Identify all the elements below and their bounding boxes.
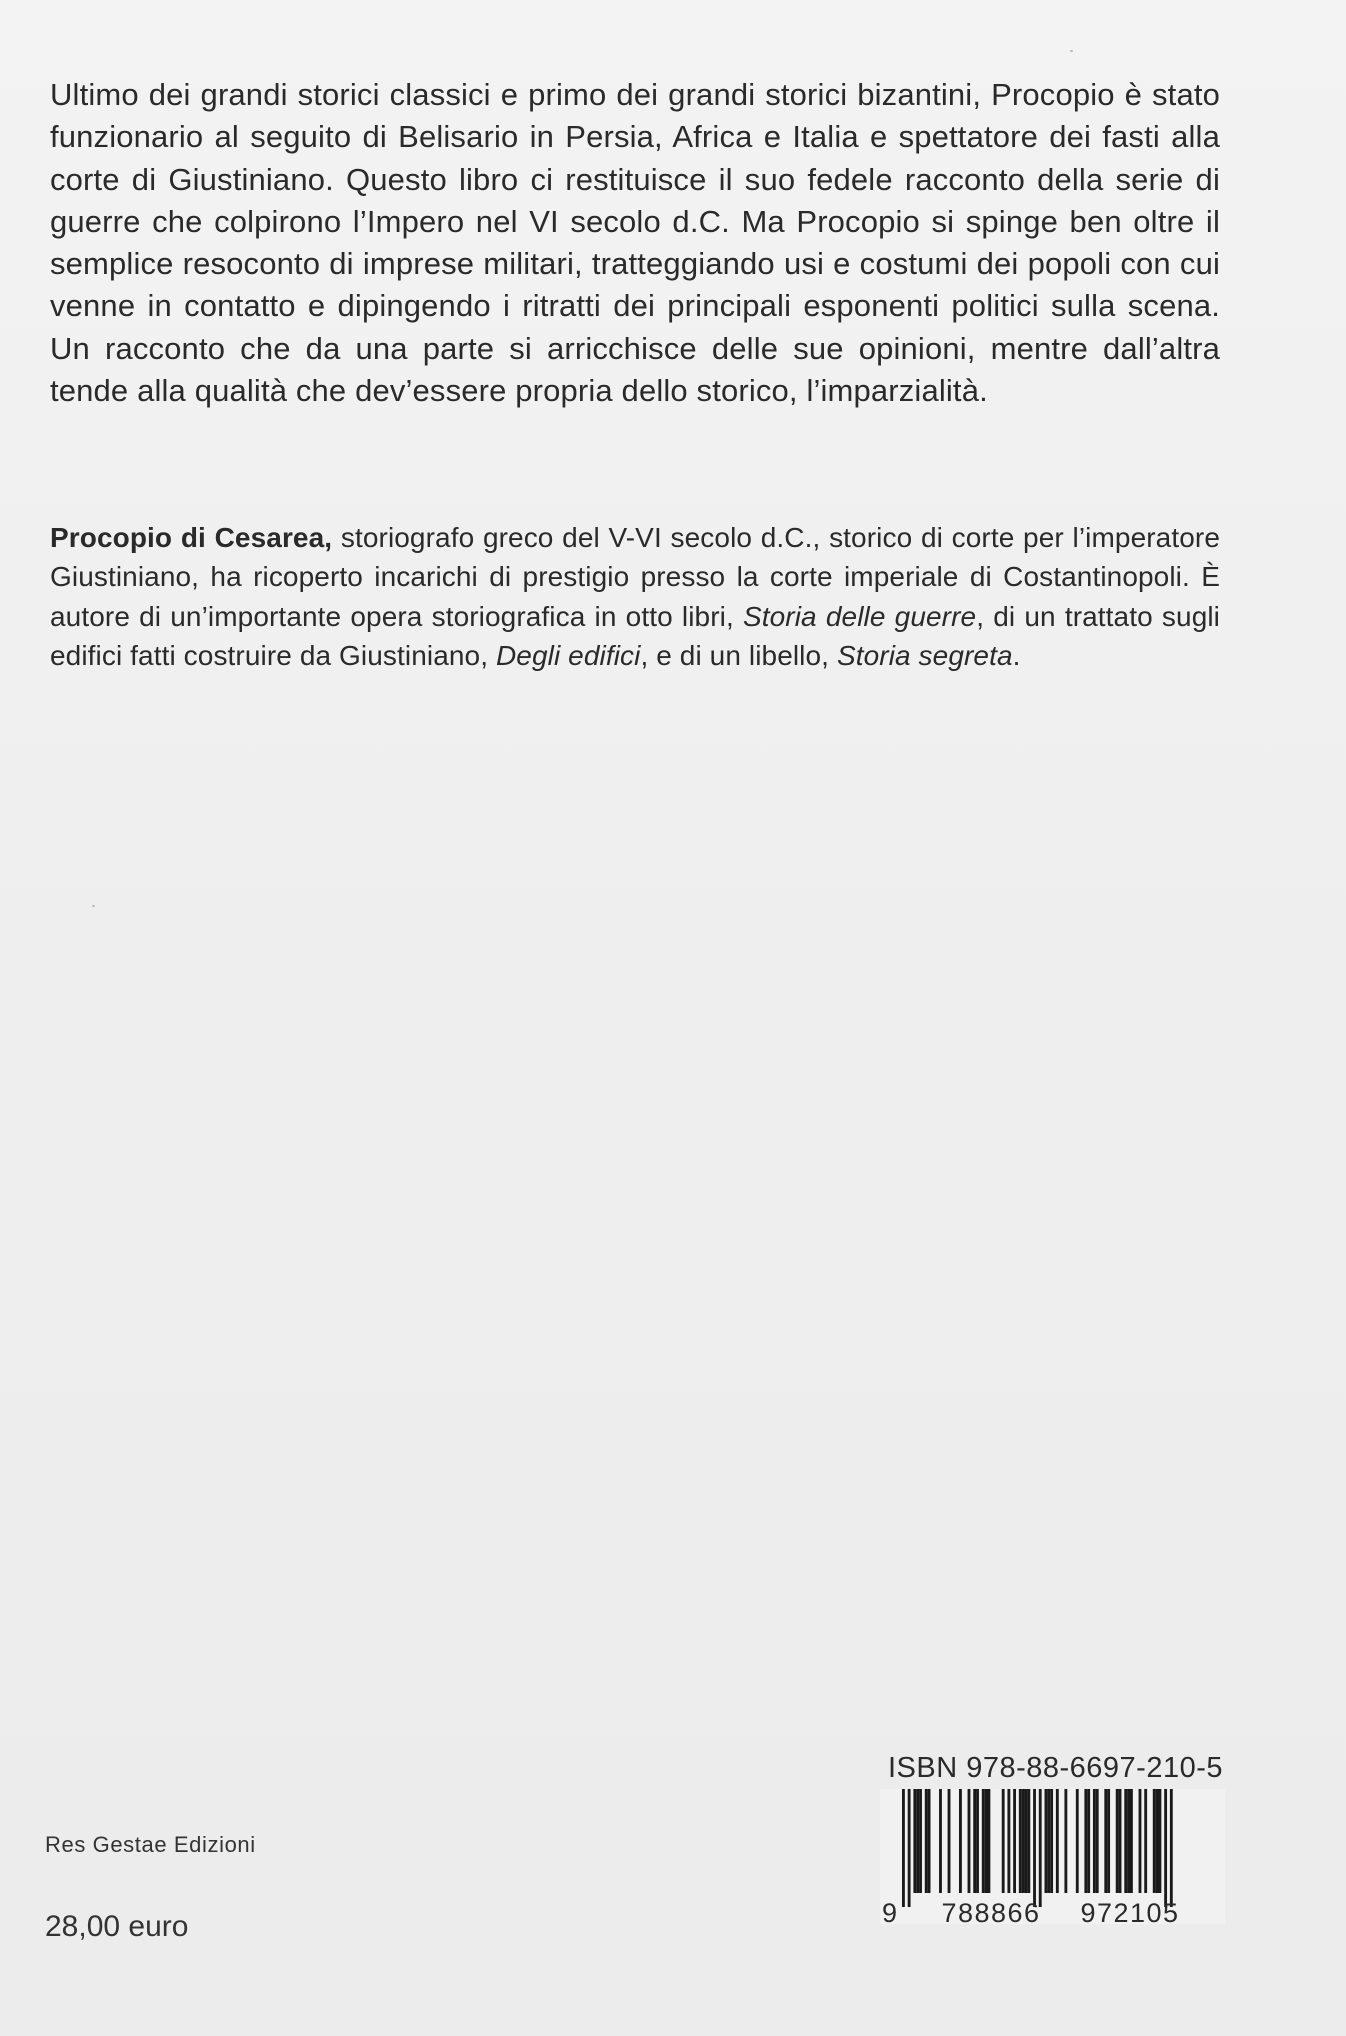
- barcode-bar: [1124, 1789, 1127, 1893]
- barcode-bar: [968, 1789, 971, 1893]
- publisher-name: Res Gestae Edizioni: [45, 1832, 256, 1857]
- work-title-3: Storia segreta: [836, 639, 1013, 671]
- isbn-label: ISBN 978-88-6697-210-5: [887, 1752, 1223, 1784]
- barcode-bar: [948, 1789, 951, 1893]
- barcode-bar: [1093, 1789, 1096, 1893]
- barcode-bar: [959, 1789, 962, 1893]
- barcode-bar: [1116, 1789, 1119, 1893]
- barcode-bar: [928, 1789, 931, 1893]
- barcode-bar: [1002, 1789, 1005, 1893]
- bio-text-3: , e di un libello,: [640, 639, 837, 671]
- barcode-bar: [976, 1789, 979, 1893]
- barcode-bar: [1153, 1789, 1156, 1893]
- barcode-bar: [1033, 1789, 1036, 1907]
- barcode-bar: [985, 1789, 988, 1893]
- barcode-first-digit: 9: [882, 1898, 898, 1924]
- author-bio-paragraph: [50, 518, 1220, 675]
- barcode-bar: [1170, 1789, 1173, 1907]
- barcode-bar: [1076, 1789, 1079, 1893]
- barcode-bar: [1025, 1789, 1028, 1893]
- barcode-bar: [1164, 1789, 1167, 1907]
- bio-text-2: , di un trattato sugli edifici fatti costruire da Giustiniano,: [50, 600, 1221, 671]
- barcode-bar: [1045, 1789, 1048, 1893]
- barcode-bar: [1013, 1789, 1016, 1893]
- barcode-bar: [1019, 1789, 1022, 1893]
- paper-speck: [92, 905, 95, 907]
- barcode-image: [880, 1789, 1225, 1924]
- barcode-left-digits: 788866: [941, 1898, 1041, 1924]
- barcode-bar: [973, 1789, 976, 1893]
- barcode-bar: [939, 1789, 942, 1893]
- barcode-block: [880, 1752, 1225, 1924]
- barcode-bar: [988, 1789, 991, 1893]
- bio-text-4: .: [1012, 639, 1021, 671]
- barcode-bar: [1007, 1789, 1010, 1893]
- barcode-bar: [908, 1789, 911, 1907]
- barcode-bar: [1087, 1789, 1090, 1893]
- barcode-bar: [1144, 1789, 1147, 1893]
- book-blurb: [50, 74, 1220, 412]
- barcode-bar: [1039, 1789, 1042, 1907]
- barcode-bar: [1159, 1789, 1162, 1893]
- author-name: Procopio di Cesarea,: [50, 522, 333, 553]
- barcode-bar: [1047, 1789, 1050, 1893]
- barcode-bar: [902, 1789, 905, 1907]
- barcode-bar: [913, 1789, 916, 1893]
- barcode-bar: [1027, 1789, 1030, 1893]
- author-bio: [50, 518, 1220, 675]
- barcode-bar: [1130, 1789, 1133, 1893]
- barcode-bar: [919, 1789, 922, 1893]
- barcode-bar: [1104, 1789, 1107, 1893]
- barcode-bar: [916, 1789, 919, 1893]
- price-label: 28,00 euro: [45, 1910, 189, 1943]
- barcode-bar: [1119, 1789, 1122, 1893]
- blurb-paragraph: Ultimo dei grandi storici classici e primo dei grandi storici bizantini, Procopio è stato funzionario al seguito di Belisario in Persia, Africa e Italia e spettatore dei fasti alla corte di Giustiniano. Questo libro ci restituisce il suo fedele racconto della serie di guerre che colpirono l’Impero nel VI secolo d.C. Ma Procopio si spinge ben oltre il semplice resoconto di imprese militari, tratteggiando usi e costumi dei popoli con cui venne in contatto e dipingendo i ritratti dei principali esponenti politici sulla scena. Un racconto che da una parte si arricchisce delle sue opinioni, mentre dall’altra tende alla qualità che dev’essere propria dello storico, l’imparzialità.: [50, 77, 1220, 409]
- barcode-bar: [1056, 1789, 1059, 1893]
- barcode-right-digits: 972105: [1080, 1898, 1180, 1924]
- bio-text-1: storiografo greco del V-VI secolo d.C., storico di corte per l’imperatore Giustiniano, ha ricoperto incarichi di prestigio presso la corte imperiale di Costantinopoli. È autore di un’importante opera storiografica in otto libri,: [50, 522, 1220, 632]
- barcode-bar: [925, 1789, 928, 1893]
- barcode-bar: [1022, 1789, 1025, 1893]
- barcode-bar: [1127, 1789, 1130, 1893]
- work-title-1: Storia delle guerre: [742, 600, 977, 632]
- barcode-bar: [1050, 1789, 1053, 1893]
- barcode-bar: [1139, 1789, 1142, 1893]
- barcode-bar: [1064, 1789, 1067, 1893]
- barcode-bar: [1096, 1789, 1099, 1893]
- work-title-2: Degli edifici: [495, 639, 641, 671]
- barcode-bar: [982, 1789, 985, 1893]
- barcode-bar: [1156, 1789, 1159, 1893]
- barcode-bar: [1084, 1789, 1087, 1893]
- barcode-bar: [1107, 1789, 1110, 1893]
- paper-speck: [1070, 50, 1073, 52]
